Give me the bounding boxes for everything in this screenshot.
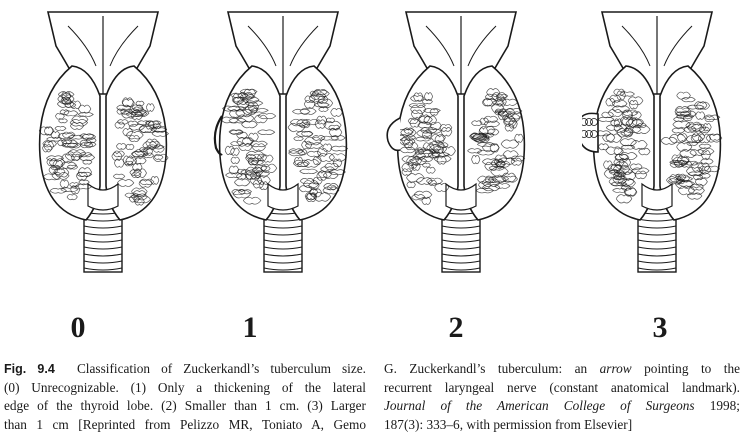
- isthmus: [88, 184, 118, 210]
- caption-line-3: edge of the thyroid lobe. (2) Smaller than 1 cm. (3) Larger: [4, 398, 366, 413]
- figure-caption-left: [4, 360, 366, 434]
- caption-line-7: [384, 397, 740, 416]
- thyroid-drawing-0: [28, 6, 178, 274]
- isthmus: [446, 184, 476, 210]
- tuberculum-small: [387, 118, 400, 150]
- caption-text-5a: G. Zuckerkandl’s tuberculum: an: [384, 361, 600, 376]
- caption-line-4: than 1 cm [Reprinted from Pelizzo MR, Toniato A, Gemo: [4, 416, 366, 432]
- journal-title: Journal of the American College of Surgeons: [384, 398, 695, 413]
- isthmus: [268, 184, 298, 210]
- thyroid-parts: [215, 12, 348, 272]
- thyroid-drawing-3: [582, 6, 732, 274]
- thyroid-drawing-1: [208, 6, 358, 274]
- thyroid-parts: [39, 12, 168, 272]
- panel-label-3: 3: [652, 311, 668, 344]
- panel-label-1: 1: [242, 311, 258, 344]
- panel-label-0: 0: [70, 311, 86, 344]
- caption-line-8: 187(3): 333–6, with permission from Elsevier]: [384, 416, 633, 432]
- thyroid-parts: [582, 12, 722, 272]
- figure-number: Fig. 9.4: [4, 362, 55, 376]
- caption-text-7: 1998;: [694, 398, 740, 413]
- caption-text-5b: pointing to the: [631, 361, 740, 376]
- caption-line-6: recurrent laryngeal nerve (constant anatomical landmark).: [384, 379, 740, 395]
- caption-text-1: Classification of Zuckerkandl’s tuberculum size.: [76, 361, 366, 376]
- isthmus: [642, 184, 672, 210]
- panel-label-2: 2: [448, 311, 464, 344]
- caption-line-5: [384, 360, 740, 379]
- caption-emphasis-arrow: arrow: [599, 361, 632, 376]
- caption-line-2: (0) Unrecognizable. (1) Only a thickening of the lateral: [4, 379, 366, 395]
- figure-caption-right: [384, 360, 740, 434]
- thyroid-drawing-2: [386, 6, 536, 274]
- thyroid-parts: [387, 12, 524, 272]
- caption-line-1: [4, 360, 366, 379]
